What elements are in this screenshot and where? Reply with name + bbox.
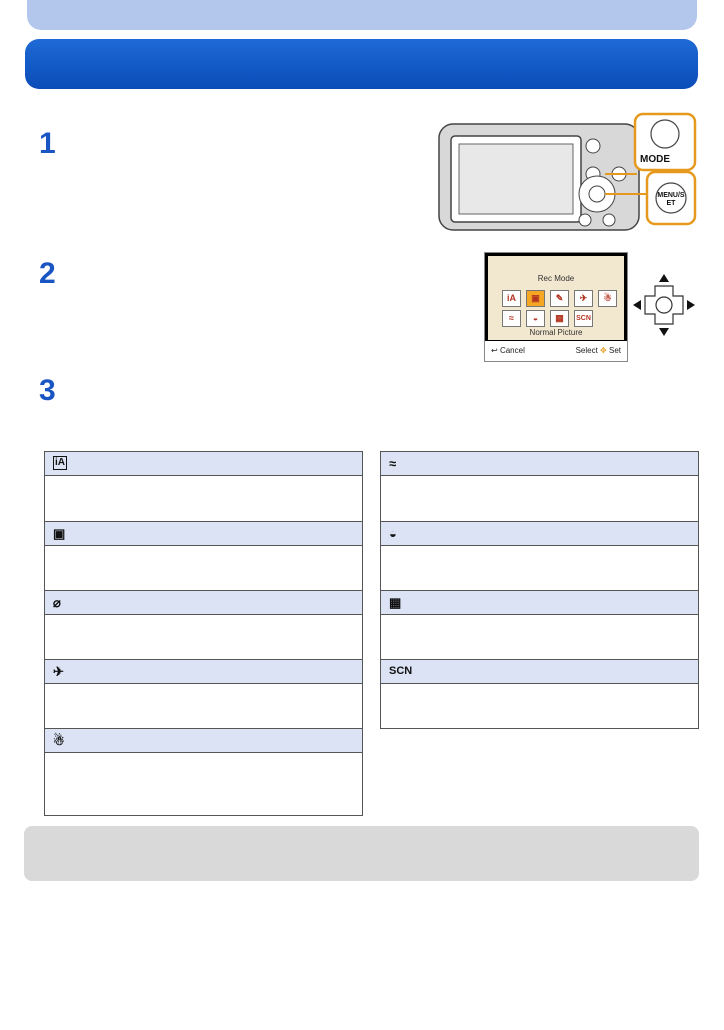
creative-control-icon: ⌀ — [53, 595, 61, 610]
top-banner — [27, 0, 697, 30]
mode-row-underwater-body — [381, 546, 698, 591]
return-arrow-icon: ↩ — [491, 346, 498, 355]
menu-icon-panorama[interactable]: ▦ — [550, 310, 569, 327]
cursor-buttons-icon — [631, 272, 697, 338]
sports-icon: ✈ — [53, 664, 64, 679]
step-number-1: 1 — [39, 127, 56, 160]
mode-row-panorama-body — [381, 615, 698, 660]
menu-icon-underwater[interactable]: ◒ — [526, 310, 545, 327]
beach-snorkel-icon: ≈ — [389, 456, 397, 471]
snow-icon: ☃ — [53, 733, 65, 748]
mode-table-right — [380, 451, 699, 729]
camera-back-illustration — [437, 108, 697, 232]
mode-row-beach-body — [381, 476, 698, 522]
mode-row-sports-body — [45, 684, 362, 729]
mode-row-creative-body — [45, 615, 362, 660]
mode-row-snow-body — [45, 753, 362, 815]
mode-row-ia-header — [45, 452, 362, 476]
menu-cancel-hint — [491, 346, 525, 355]
menu-icon-scene[interactable]: SCN — [574, 310, 593, 327]
selected-mode-name: Normal Picture — [529, 328, 583, 337]
mode-row-ia-body — [45, 476, 362, 522]
mode-row-normal-header — [45, 522, 362, 546]
section-title-bar — [25, 39, 698, 89]
menu-select-label: Select — [575, 346, 598, 355]
rec-mode-menu-screen — [484, 252, 628, 362]
menu-icon-ia[interactable]: iA — [502, 290, 521, 307]
mode-row-beach-header — [381, 452, 698, 476]
mode-button-label: MODE — [640, 154, 670, 165]
menu-select-hint — [576, 346, 621, 355]
menu-icon-beach[interactable]: ≈ — [502, 310, 521, 327]
panorama-icon: ▦ — [389, 595, 402, 610]
mode-row-scene-body — [381, 684, 698, 728]
rec-mode-menu-title: Rec Mode — [537, 274, 575, 283]
menu-set-label: Set — [608, 346, 621, 355]
menu-icon-sports[interactable]: ✈ — [574, 290, 593, 307]
mode-row-panorama-header — [381, 591, 698, 615]
scene-mode-icon: SCN — [389, 665, 413, 677]
menu-set-button-label: MENU/SET — [657, 192, 685, 207]
menu-cancel-label: Cancel — [499, 346, 525, 355]
step-number-2: 2 — [39, 257, 56, 290]
menu-footer — [485, 341, 627, 361]
note-box — [24, 826, 699, 881]
mode-row-sports-header — [45, 660, 362, 684]
mode-row-scene-header — [381, 660, 698, 684]
menu-icon-normal-picture[interactable]: ▣ — [526, 290, 545, 307]
dpad-small-icon: ✥ — [600, 346, 607, 355]
mode-row-creative-header — [45, 591, 362, 615]
mode-row-underwater-header — [381, 522, 698, 546]
intelligent-auto-icon: iA — [55, 457, 65, 468]
camera-icon: ▣ — [53, 526, 66, 541]
mode-table-left — [44, 451, 363, 816]
mode-row-snow-header — [45, 729, 362, 753]
mode-row-normal-body — [45, 546, 362, 591]
step-number-3: 3 — [39, 374, 56, 407]
menu-icon-creative[interactable]: ✎ — [550, 290, 569, 307]
underwater-icon: ◒ — [389, 526, 397, 541]
rec-mode-menu-panel — [488, 256, 624, 340]
menu-icon-snow[interactable]: ☃ — [598, 290, 617, 307]
